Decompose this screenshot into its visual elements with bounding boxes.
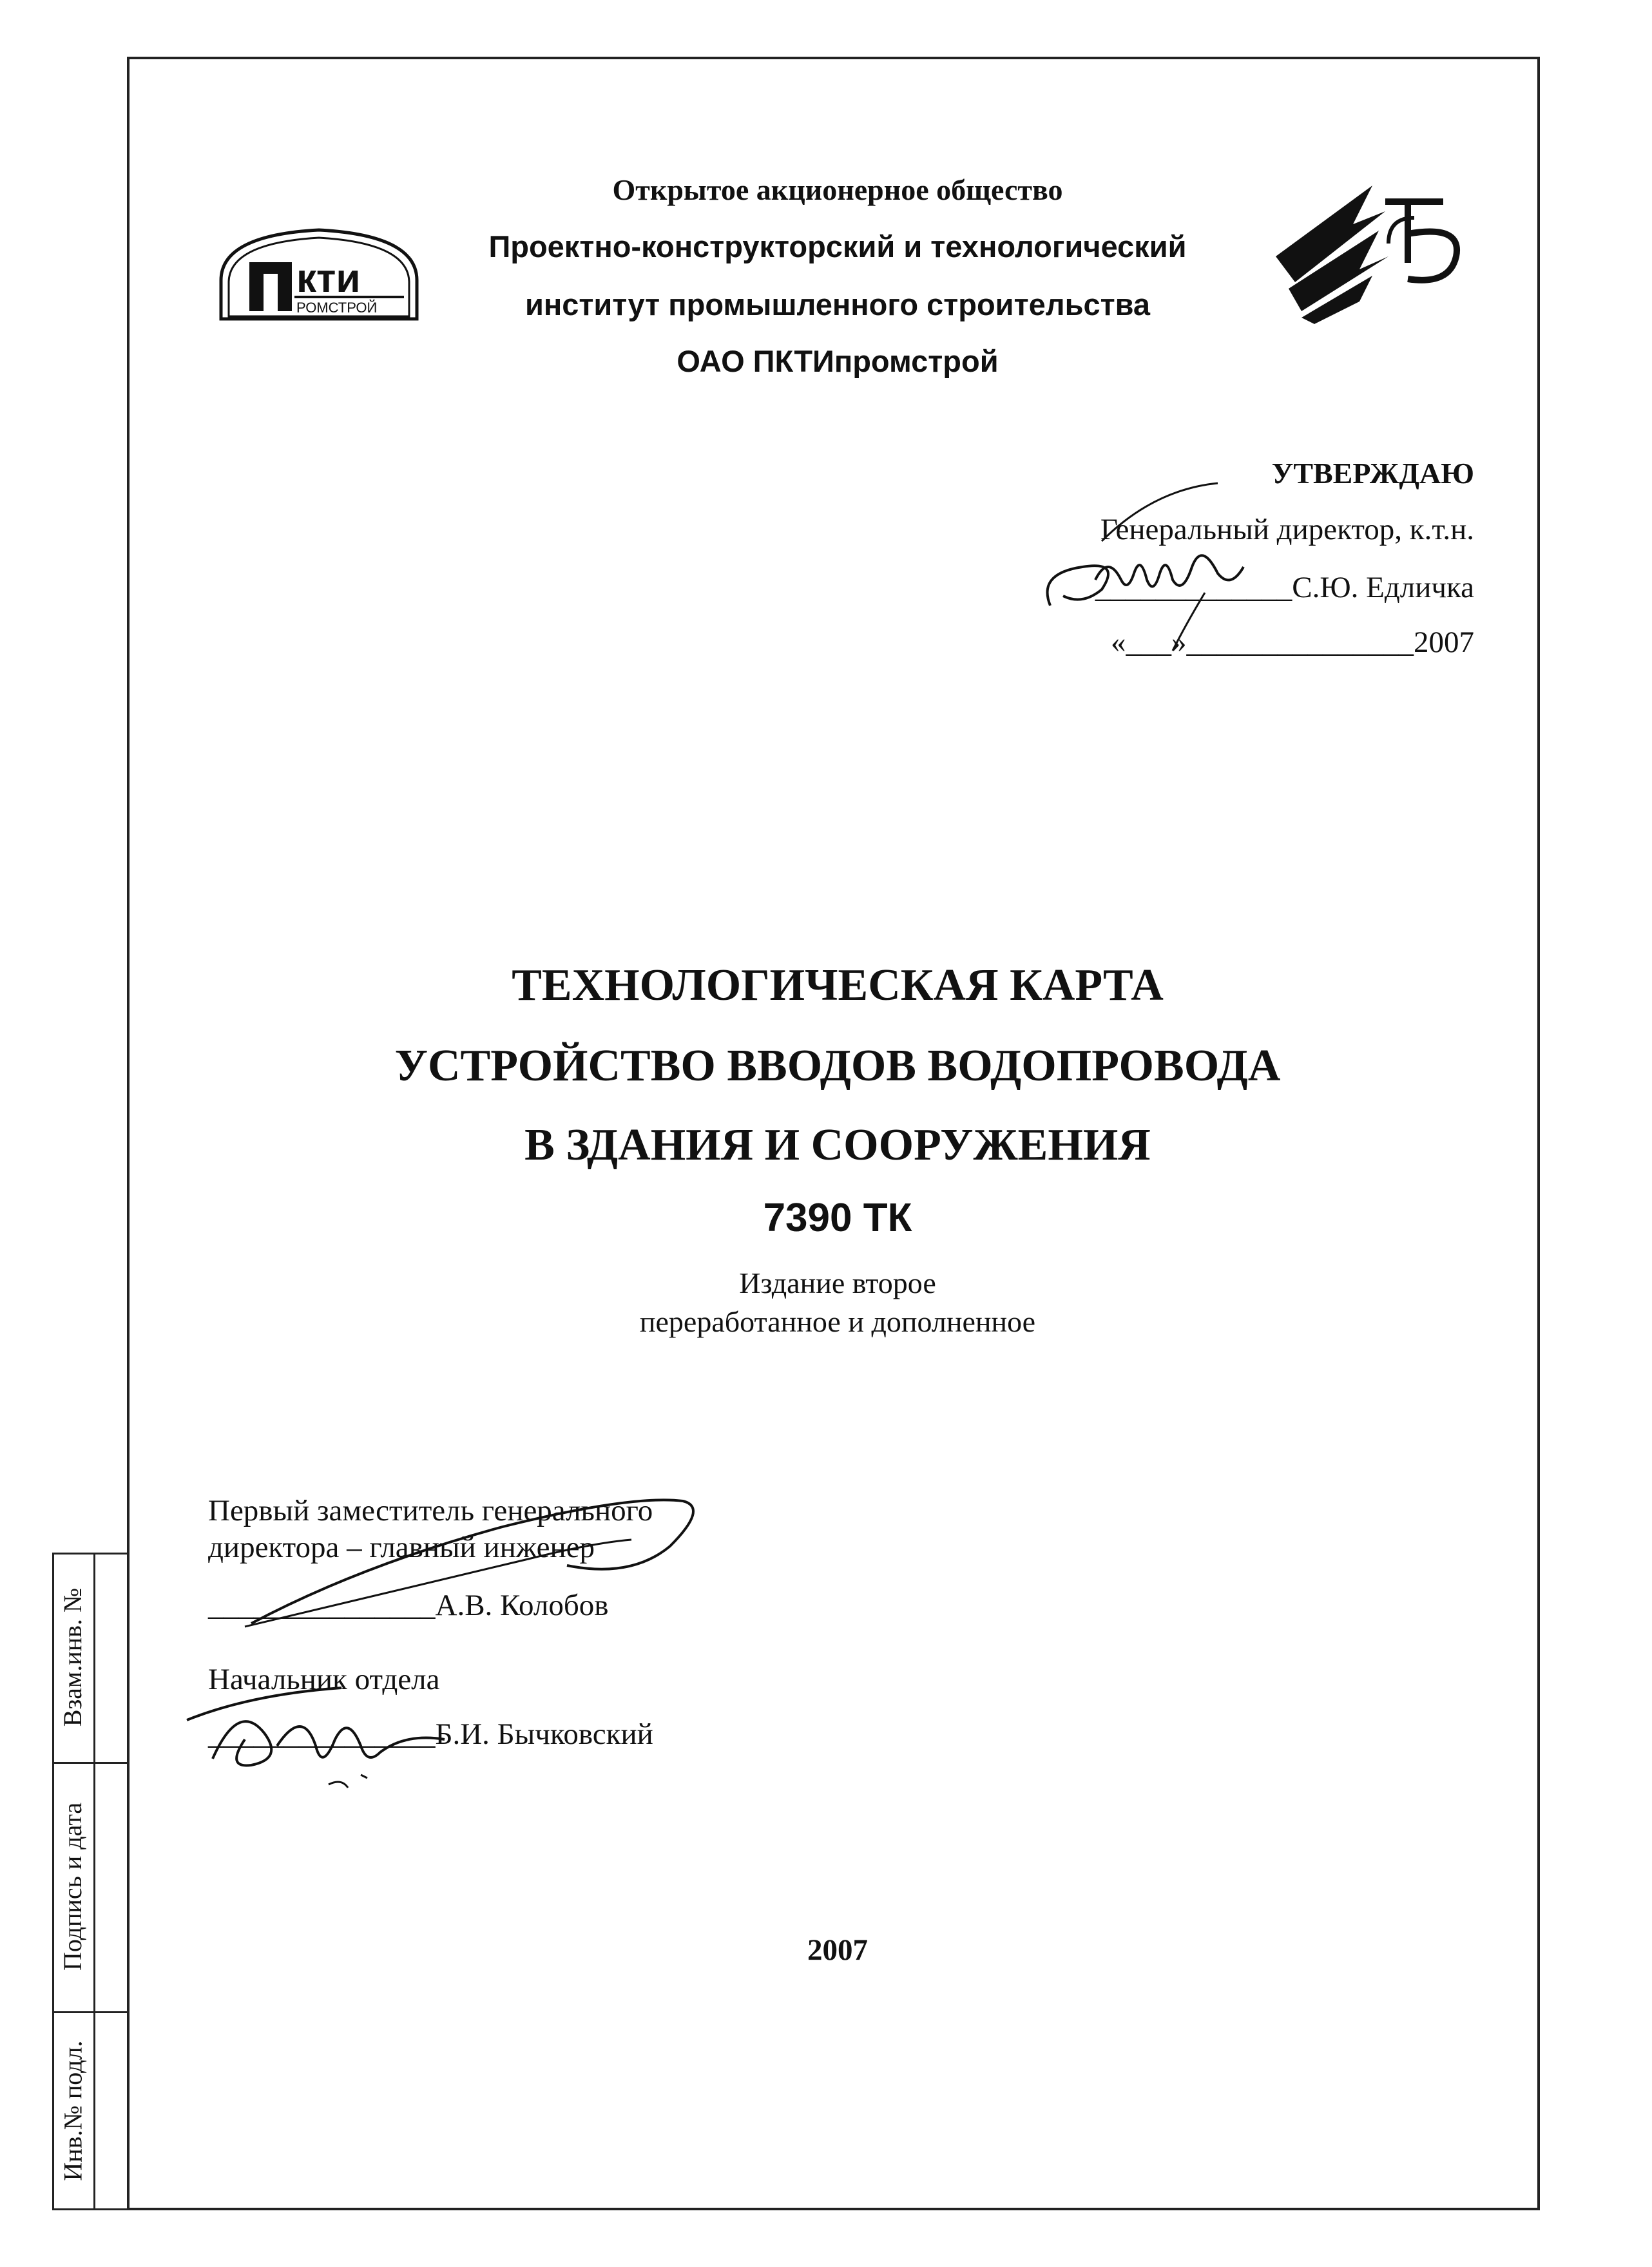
signatory1-name: _______________А.В. Колобов [208,1589,609,1622]
svg-text:кти: кти [296,256,361,301]
signatory2-title: Начальник отдела [208,1663,440,1696]
svg-text:РОМСТРОЙ: РОМСТРОЙ [296,300,378,316]
stamp-label-signature-date: Подпись и дата [58,1802,88,1971]
org-short-name: ОАО ПКТИпромстрой [677,344,999,378]
edition-line1: Издание второе [739,1267,936,1299]
signatory1-title-line2: директора – главный инженер [208,1531,595,1564]
stamp-label-original-inv: Инв.№ подл. [58,2040,88,2181]
approval-position: Генеральный директор, к.т.н. [1100,513,1474,546]
signatory2-name: _______________Б.И. Бычковский [208,1717,653,1751]
doc-code: 7390 ТК [763,1196,912,1240]
emblem-logo [1276,173,1469,327]
stamp-label-replacement-inv: Взам.инв. № [58,1587,88,1727]
stamp-divider [93,1553,95,2210]
org-type: Открытое акционерное общество [612,173,1063,206]
publication-year: 2007 [807,1933,868,1967]
edition-line2: переработанное и дополненное [639,1305,1036,1338]
signatory1-title-line1: Первый заместитель генерального [208,1494,653,1527]
doc-title-line1: ТЕХНОЛОГИЧЕСКАЯ КАРТА [512,961,1164,1010]
stamp-column [52,1553,140,2210]
doc-title-line2: УСТРОЙСТВО ВВОДОВ ВОДОПРОВОДА [394,1041,1281,1091]
org-name-line2: институт промышленного строительства [524,287,1151,321]
approval-date: «___»_______________2007 [1111,626,1474,659]
approval-signatory: _____________С.Ю. Едличка [1095,571,1474,604]
approval-heading: УТВЕРЖДАЮ [1271,457,1474,490]
org-name-line1: Проектно-конструкторский и технологический [488,229,1187,263]
doc-title-line3: В ЗДАНИЯ И СООРУЖЕНИЯ [524,1120,1151,1170]
